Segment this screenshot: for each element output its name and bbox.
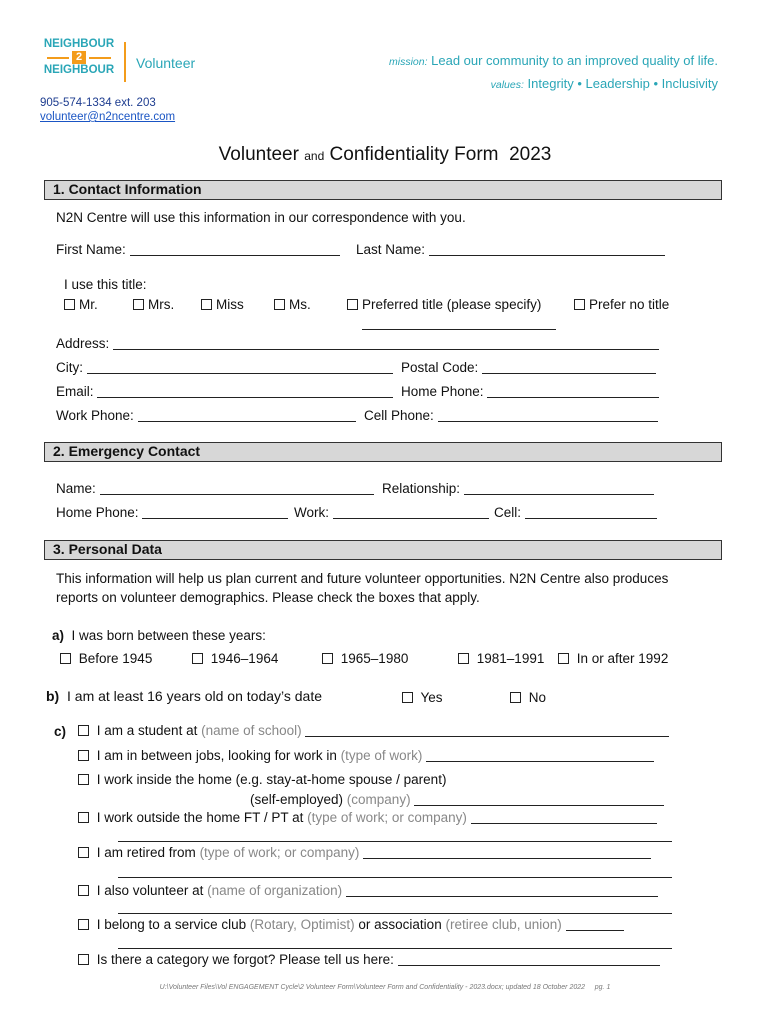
title-preferred-checkbox[interactable] <box>347 297 541 312</box>
occupation-other[interactable] <box>78 952 660 967</box>
logo-volunteer: Volunteer <box>136 55 196 71</box>
home-phone-field[interactable] <box>401 384 659 399</box>
cell-phone-field[interactable] <box>364 408 658 423</box>
title-mrs-label: Mrs. <box>148 297 175 312</box>
checkbox-icon <box>510 692 521 703</box>
first-name-label: First Name: <box>56 242 126 257</box>
checkbox-icon <box>274 299 285 310</box>
question-b-text: I am at least 16 years old on today’s date <box>67 688 323 704</box>
question-c-label: c) <box>54 724 67 739</box>
emergency-cell-field[interactable] <box>494 505 657 520</box>
checkbox-icon <box>402 692 413 703</box>
preferred-title-input[interactable] <box>362 316 556 331</box>
logo-top: NEIGHBOUR <box>43 38 115 50</box>
age-yes-label: Yes <box>420 690 443 705</box>
emergency-cell-label: Cell: <box>494 505 522 520</box>
checkbox-icon <box>347 299 358 310</box>
mission-text: Lead our community to an improved quality of life. <box>431 53 718 68</box>
title-prompt: I use this title: <box>64 277 147 292</box>
association-label: or association <box>358 917 442 932</box>
address-field[interactable] <box>56 336 659 351</box>
occupation-between-jobs[interactable] <box>78 748 654 763</box>
checkbox-icon <box>64 299 75 310</box>
checkbox-icon <box>574 299 585 310</box>
postal-code-label: Postal Code: <box>401 360 479 375</box>
self-employed-field[interactable] <box>250 792 664 807</box>
year-1981-1991-label: 1981–1991 <box>476 651 545 666</box>
title-mr-checkbox[interactable] <box>64 297 98 312</box>
emergency-name-label: Name: <box>56 481 96 496</box>
emergency-work-field[interactable] <box>294 505 489 520</box>
title-ms-label: Ms. <box>289 297 311 312</box>
service-club-hint: (Rotary, Optimist) <box>249 917 355 932</box>
page-number: pg. 1 <box>594 984 611 991</box>
logo <box>40 38 118 77</box>
postal-code-field[interactable] <box>401 360 656 375</box>
occupation-service-club[interactable] <box>78 917 624 932</box>
checkbox-icon <box>78 954 89 965</box>
page-title <box>0 144 770 166</box>
retired-label: I am retired from <box>96 845 196 860</box>
year-1981-1991-checkbox[interactable] <box>458 651 544 666</box>
values-text: Integrity • Leadership • Inclusivity <box>527 76 718 91</box>
occupation-student[interactable] <box>78 723 669 738</box>
city-label: City: <box>56 360 83 375</box>
mission-block <box>389 50 718 96</box>
contact-intro: N2N Centre will use this information in our correspondence with you. <box>56 210 466 225</box>
title-miss-label: Miss <box>216 297 244 312</box>
question-a-label: a) <box>52 628 65 643</box>
volunteer-elsewhere-label: I also volunteer at <box>96 883 204 898</box>
retired-line2[interactable] <box>118 864 672 879</box>
service-club-label: I belong to a service club <box>96 917 247 932</box>
values-label: values: <box>490 79 524 91</box>
title-none-checkbox[interactable] <box>574 297 669 312</box>
city-field[interactable] <box>56 360 393 375</box>
checkbox-icon <box>78 885 89 896</box>
work-phone-label: Work Phone: <box>56 408 134 423</box>
outside-home-label: I work outside the home FT / PT at <box>96 810 304 825</box>
volunteer-elsewhere-hint: (name of organization) <box>207 883 343 898</box>
logo-middle <box>40 51 118 64</box>
phone: 905-574-1334 ext. 203 <box>40 97 156 109</box>
service-club-line2[interactable] <box>118 935 672 950</box>
first-name-field[interactable] <box>56 242 340 257</box>
outside-home-line2[interactable] <box>118 828 672 843</box>
title-part1: Volunteer <box>218 144 299 165</box>
year-1946-1964-checkbox[interactable] <box>192 651 278 666</box>
checkbox-icon <box>78 919 89 930</box>
inside-home-label: I work inside the home (e.g. stay-at-home spouse / parent) <box>96 772 447 787</box>
personal-intro-line1: This information will help us plan current and future volunteer opportunities. N2N Centre also produces <box>56 571 669 586</box>
association-hint: (retiree club, union) <box>445 917 562 932</box>
student-hint: (name of school) <box>201 723 302 738</box>
emergency-home-phone-label: Home Phone: <box>56 505 139 520</box>
age-no-label: No <box>528 690 547 705</box>
title-preferred-label: Preferred title (please specify) <box>362 297 542 312</box>
between-jobs-hint: (type of work) <box>340 748 423 763</box>
emergency-work-label: Work: <box>294 505 330 520</box>
last-name-field[interactable] <box>356 242 665 257</box>
checkbox-icon <box>78 725 89 736</box>
checkbox-icon <box>322 653 333 664</box>
question-b-label: b) <box>46 688 60 704</box>
between-jobs-label: I am in between jobs, looking for work in <box>96 748 337 763</box>
self-employed-label: (self-employed) <box>250 792 344 807</box>
volunteer-elsewhere-line2[interactable] <box>118 900 672 915</box>
retired-hint: (type of work; or company) <box>199 845 360 860</box>
year-before-1945-label: Before 1945 <box>78 651 153 666</box>
title-miss-checkbox[interactable] <box>201 297 244 312</box>
outside-home-hint: (type of work; or company) <box>307 810 467 825</box>
question-a <box>52 628 266 643</box>
title-mrs-checkbox[interactable] <box>133 297 174 312</box>
checkbox-icon <box>192 653 203 664</box>
checkbox-icon <box>78 750 89 761</box>
section-emergency-heading: 2. Emergency Contact <box>44 442 722 462</box>
title-year: 2023 <box>509 144 552 165</box>
checkbox-icon <box>558 653 569 664</box>
last-name-label: Last Name: <box>356 242 426 257</box>
mission-label: mission: <box>388 56 428 68</box>
checkbox-icon <box>78 774 89 785</box>
title-none-label: Prefer no title <box>589 297 670 312</box>
checkbox-icon <box>458 653 469 664</box>
email-label: Email: <box>56 384 94 399</box>
logo-divider <box>124 42 126 82</box>
occupation-volunteer-elsewhere[interactable] <box>78 883 658 898</box>
title-part2: Confidentiality Form <box>329 144 499 165</box>
self-employed-hint: (company) <box>346 792 411 807</box>
occupation-retired[interactable] <box>78 845 651 860</box>
section-contact-heading: 1. Contact Information <box>44 180 722 200</box>
checkbox-icon <box>133 299 144 310</box>
footer <box>0 984 770 991</box>
year-1946-1964-label: 1946–1964 <box>210 651 279 666</box>
contact-info <box>40 96 175 124</box>
title-and: and <box>304 149 325 163</box>
checkbox-icon <box>78 812 89 823</box>
age-yes-checkbox[interactable] <box>402 690 443 705</box>
email-link[interactable]: volunteer@n2ncentre.com <box>40 111 176 123</box>
cell-phone-label: Cell Phone: <box>364 408 434 423</box>
checkbox-icon <box>60 653 71 664</box>
year-after-1992-label: In or after 1992 <box>576 651 669 666</box>
address-label: Address: <box>56 336 110 351</box>
title-ms-checkbox[interactable] <box>274 297 311 312</box>
emergency-name-field[interactable] <box>56 481 374 496</box>
year-before-1945-checkbox[interactable] <box>60 651 152 666</box>
work-phone-field[interactable] <box>56 408 356 423</box>
occupation-outside-home[interactable] <box>78 810 657 825</box>
year-after-1992-checkbox[interactable] <box>558 651 668 666</box>
title-mr-label: Mr. <box>79 297 98 312</box>
section-personal-heading: 3. Personal Data <box>44 540 722 560</box>
home-phone-label: Home Phone: <box>401 384 484 399</box>
occupation-inside-home[interactable] <box>78 772 446 787</box>
footer-path: U:\Volunteer Files\Vol ENGAGEMENT Cycle\2 Volunteer Form\Volunteer Form and Confidentiality - 2023.docx; updated 18 October 2022 <box>159 984 586 991</box>
checkbox-icon <box>78 847 89 858</box>
student-label: I am a student at <box>96 723 198 738</box>
checkbox-icon <box>201 299 212 310</box>
relationship-field[interactable] <box>382 481 654 496</box>
question-b <box>46 688 322 704</box>
other-label: Is there a category we forgot? Please tell us here: <box>96 952 394 967</box>
relationship-label: Relationship: <box>382 481 461 496</box>
logo-bottom: NEIGHBOUR <box>43 64 115 76</box>
year-1965-1980-checkbox[interactable] <box>322 651 408 666</box>
email-field[interactable] <box>56 384 393 399</box>
year-1965-1980-label: 1965–1980 <box>340 651 409 666</box>
logo-number: 2 <box>72 51 86 64</box>
question-a-text: I was born between these years: <box>71 628 266 643</box>
age-no-checkbox[interactable] <box>510 690 546 705</box>
personal-intro-line2: reports on volunteer demographics. Please check the boxes that apply. <box>56 590 480 605</box>
emergency-home-phone-field[interactable] <box>56 505 288 520</box>
